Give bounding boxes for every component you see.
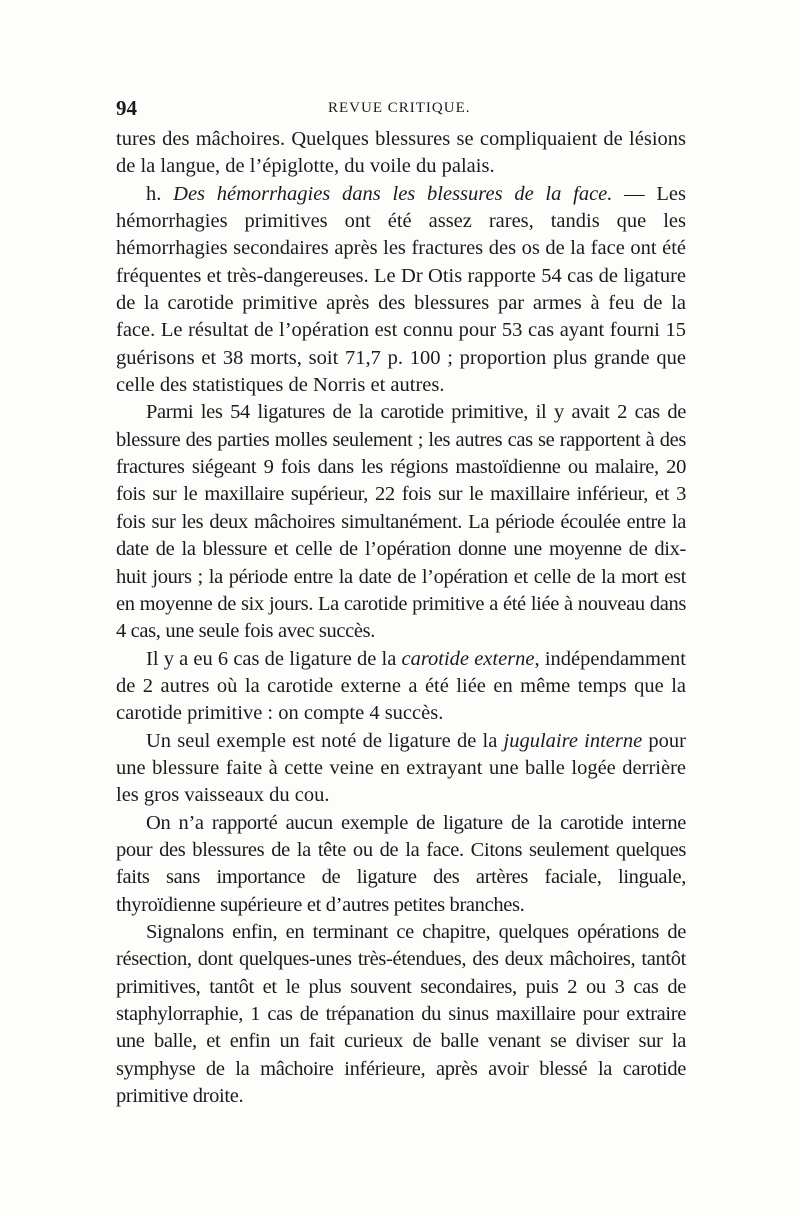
text-run: Parmi les 54 ligatures de la carotide primitive, il y avait 2 cas de blessure des parties molles seulement ; les autres cas se rapportent à des fractures siégeant 9 fois dans les régions mastoïdienne ou malaire, 20 fois sur le maxillaire supérieur, 22 fois sur le maxillaire inférieur, et 3 fois sur les deux mâchoires simultanément. La période écoulée entre la date de la blessure et celle de l’opération donne une moyenne de dix-huit jours ; la période entre la date de l’opération et celle de la mort est en moyenne de six jours. La carotide primitive a été liée à nouveau dans 4 cas, une seule fois avec succès.: [116, 401, 686, 643]
paragraph-continuation: [116, 126, 686, 181]
text-run: Un seul exemple est noté de ligature de la: [146, 729, 504, 752]
paragraph-internal-jugular: [116, 728, 686, 810]
section-heading: Des hémorrhagies dans les blessures de la face.: [173, 182, 613, 205]
text-run: tures des mâchoires. Quelques blessures se compliquaient de lésions de la langue, de l’épiglotte, du voile du palais.: [116, 128, 686, 178]
body-text: [116, 126, 686, 1110]
paragraph-internal-carotid: [116, 810, 686, 919]
italic-term: carotide externe: [401, 647, 535, 670]
page-number: 94: [116, 96, 137, 120]
paragraph-conclusion: [116, 919, 686, 1110]
text-run: , indépendamment de 2 autres où la carotide externe a été liée en même temps que la carotide primitive : on compte 4 succès.: [116, 647, 686, 725]
text-run: Signalons enfin, en terminant ce chapitre, quelques opérations de résection, dont quelques-unes très-étendues, des deux mâchoires, tantôt primitives, tantôt et le plus souvent secondaires, puis 2 ou 3 cas de staphylorraphie, 1 cas de trépanation du sinus maxillaire pour extraire une balle, et enfin un fait curieux de balle venant se diviser sur la symphyse de la mâchoire inférieure, après avoir blessé la carotide primitive droite.: [116, 920, 686, 1108]
text-run: — Les hémorrhagies primitives ont été assez rares, tandis que les hémorrhagies secondaires après les fractures des os de la face ont été fréquentes et très-dangereuses. Le Dr Otis rapporte 54 cas de ligature de la carotide primitive après des blessures par armes à feu de la face. Le résultat de l’opération est connu pour 53 cas ayant fourni 15 guérisons et 38 morts, soit 71,7 p. 100 ; proportion plus grande que celle des statistiques de Norris et autres.: [116, 182, 687, 397]
text-run: pour une blessure faite à cette veine en extrayant une balle logée derrière les gros vaisseaux du cou.: [116, 729, 686, 807]
text-run: Il y a eu 6 cas de ligature de la: [146, 647, 402, 670]
running-head: REVUE CRITIQUE.: [328, 100, 471, 116]
section-marker: h.: [146, 182, 174, 205]
text-run: On n’a rapporté aucun exemple de ligature de la carotide interne pour des blessures de la tête ou de la face. Citons seulement quelques faits sans importance de ligature des artères faciale, linguale, thyroïdienne supérieure et d’autres petites branches.: [116, 811, 686, 916]
italic-term: jugulaire interne: [503, 729, 643, 752]
page-header: [116, 96, 686, 126]
paragraph-external-carotid: [116, 646, 686, 728]
paragraph-hemorrhages: [116, 181, 686, 400]
paragraph-ligatures: [116, 399, 686, 645]
book-page: [116, 96, 686, 1110]
